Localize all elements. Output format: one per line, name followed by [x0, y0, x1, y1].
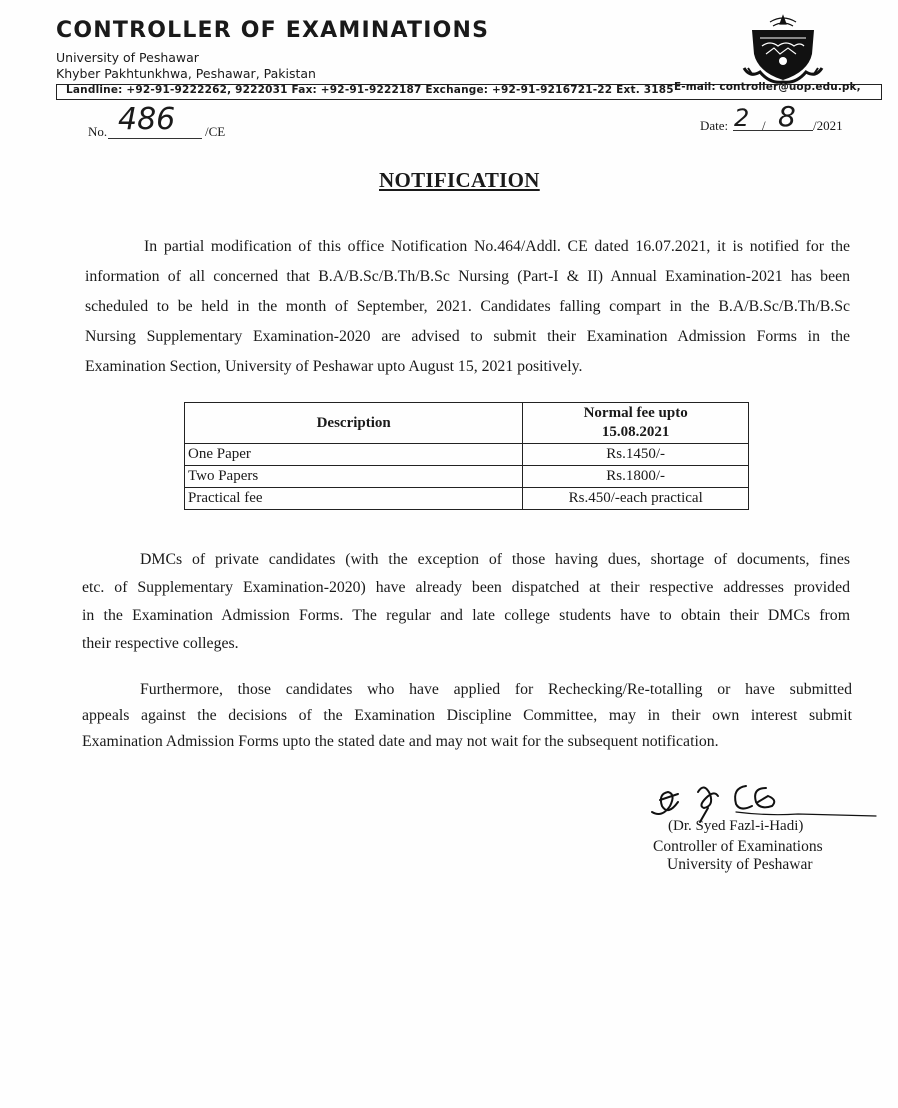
date-month: 8	[778, 100, 796, 133]
fee-table-header-description: Description	[185, 403, 523, 444]
fee-table	[184, 402, 749, 510]
fee-description: One Paper	[185, 444, 523, 466]
fee-amount: Rs.1800/-	[523, 466, 749, 488]
fee-amount: Rs.1450/-	[523, 444, 749, 466]
paragraph-line: Nursing Supplementary Examination-2020 are advised to submit their Examination Admission Forms in the	[85, 328, 850, 345]
paragraph-line: etc. of Supplementary Examination-2020) have already been dispatched at their respective addresses provided	[82, 579, 850, 596]
table-row	[185, 466, 749, 488]
paragraph-line: DMCs of private candidates (with the exception of those having dues, shortage of documents, fines	[140, 551, 850, 568]
contact-phone-numbers: Landline: +92-91-9222262, 9222031 Fax: +92-91-9222187 Exchange: +92-91-9216721-22 Ext. 3185	[66, 84, 674, 96]
university-address: Khyber Pakhtunkhwa, Peshawar, Pakistan	[56, 66, 316, 81]
signatory-institution: University of Peshawar	[667, 856, 813, 873]
paragraph-line: in the Examination Admission Forms. The regular and late college students have to obtain their DMCs from	[82, 607, 850, 624]
paragraph-line: information of all concerned that B.A/B.Sc/B.Th/B.Sc Nursing (Part-I & II) Annual Examination-2021 has been	[85, 268, 850, 285]
fee-description: Two Papers	[185, 466, 523, 488]
fee-table-header-fee	[523, 403, 749, 444]
fee-amount: Rs.450/-each practical	[523, 488, 749, 510]
signatory-name: (Dr. Syed Fazl-i-Hadi)	[668, 818, 804, 834]
date-label: Date:	[700, 118, 729, 133]
reference-no-suffix: /CE	[205, 124, 226, 139]
university-seal-icon	[740, 14, 826, 86]
date-day: 2	[734, 104, 750, 132]
reference-no-label: No.	[88, 124, 108, 139]
paragraph-rechecking	[82, 677, 852, 755]
paragraph-line: Examination Section, University of Peshawar upto August 15, 2021 positively.	[85, 358, 583, 375]
paragraph-line: In partial modification of this office Notification No.464/Addl. CE dated 16.07.2021, it is notified for the	[144, 238, 850, 255]
paragraph-exam-schedule	[85, 232, 850, 382]
fee-header-line2: 15.08.2021	[601, 424, 670, 440]
signatory-designation: Controller of Examinations	[653, 838, 823, 855]
paragraph-line: their respective colleges.	[82, 635, 239, 652]
paragraph-line: Examination Admission Forms upto the stated date and may not wait for the subsequent notification.	[82, 733, 719, 750]
date-year: /2021	[813, 118, 843, 133]
fee-header-line1: Normal fee upto	[583, 405, 688, 421]
reference-no-underline	[108, 138, 202, 139]
fee-description: Practical fee	[185, 488, 523, 510]
date-underline	[733, 130, 813, 131]
fee-table-header-row	[185, 403, 749, 444]
table-row	[185, 444, 749, 466]
reference-no-value: 486	[118, 102, 176, 137]
date-separator: /	[762, 118, 766, 133]
table-row	[185, 488, 749, 510]
paragraph-line: appeals against the decisions of the Examination Discipline Committee, may in their own interest submit	[82, 707, 852, 724]
university-name: University of Peshawar	[56, 50, 199, 65]
paragraph-line: scheduled to be held in the month of September, 2021. Candidates falling compart in the B.A/B.Sc/B.Th/B.Sc	[85, 298, 850, 315]
notification-heading: NOTIFICATION	[379, 168, 540, 192]
office-title: CONTROLLER OF EXAMINATIONS	[56, 18, 490, 43]
paragraph-dmcs	[82, 546, 850, 658]
contact-email: E-mail: controller@uop.edu.pk,	[674, 81, 861, 93]
paragraph-line: Furthermore, those candidates who have applied for Rechecking/Re-totalling or have submitted	[140, 681, 852, 698]
